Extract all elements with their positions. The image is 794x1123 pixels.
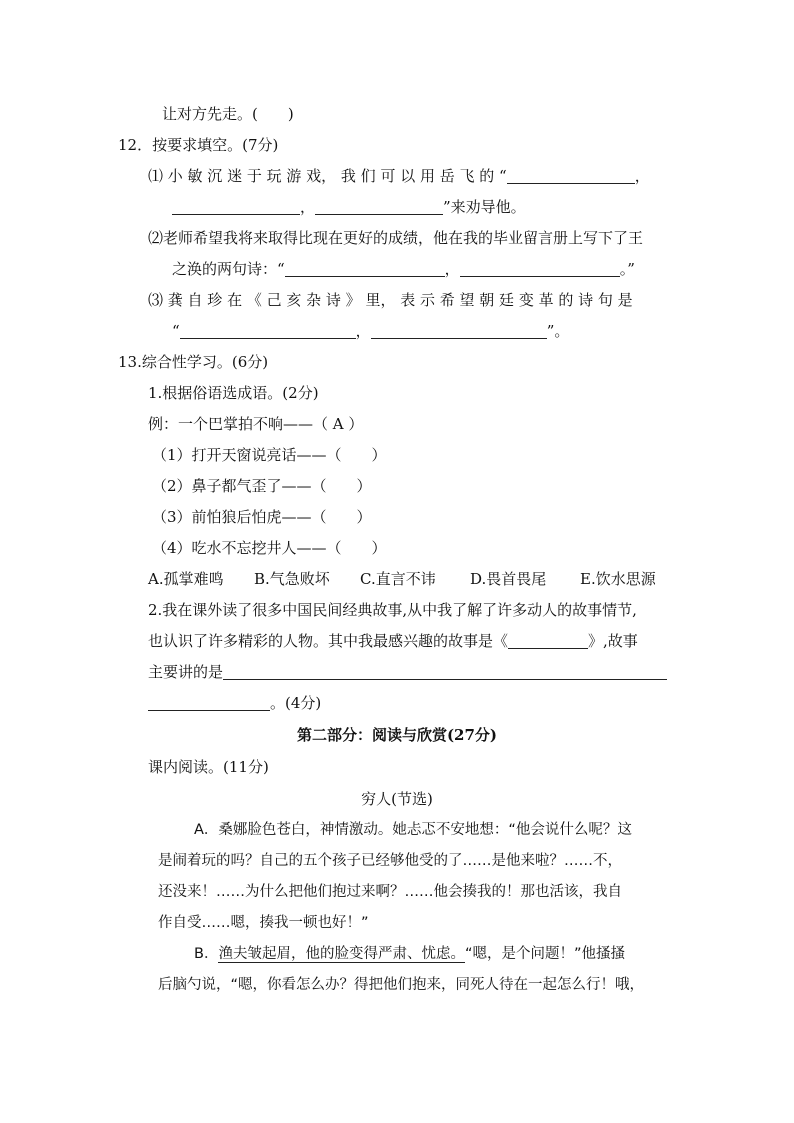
q13-item-2: （2）鼻子都气歪了——（ ） <box>152 477 372 495</box>
q13-option-b: B.气急败坏 <box>254 570 330 588</box>
q13-option-c: C.直言不讳 <box>360 570 436 588</box>
answer-blank[interactable] <box>148 694 270 711</box>
q12-item1-line1 <box>148 166 650 186</box>
q12-item3-line2 <box>172 321 569 341</box>
passage-b-line1 <box>194 944 625 964</box>
passage-b-label: B． <box>194 946 219 962</box>
q13-example: 例：一个巴掌拍不响——（ A ） <box>148 415 364 433</box>
q12-item2-line1: ⑵老师希望我将来取得比现在更好的成绩，他在我的毕业留言册上写下了王 <box>148 229 644 247</box>
answer-blank[interactable] <box>223 663 667 680</box>
q12-item1-line2 <box>172 197 526 217</box>
passage-b-underlined: 渔夫皱起眉，他的脸变得严肃、忧虑。 <box>218 946 465 962</box>
answer-blank[interactable] <box>315 198 443 215</box>
passage-a-line3: 还没来！……为什么把他们抱过来啊？……他会揍我的！那也活该，我自 <box>158 884 622 900</box>
answer-blank[interactable] <box>508 632 588 649</box>
punct: ， <box>444 260 460 278</box>
q13-item-3: （3）前怕狼后怕虎——（ ） <box>152 508 372 526</box>
part2-heading: 第二部分：阅读与欣赏(27分) <box>296 726 498 744</box>
punct: ， <box>300 198 316 216</box>
q13-item-4: （4）吃水不忘挖井人——（ ） <box>152 539 387 557</box>
q13-part2-line4-end: 。(4分) <box>270 694 322 712</box>
punct: ， <box>634 167 650 185</box>
answer-blank[interactable] <box>507 167 635 184</box>
q13-part2-line4 <box>148 693 321 713</box>
answer-blank[interactable] <box>285 260 445 277</box>
answer-blank[interactable] <box>180 322 356 339</box>
q11-tail: 让对方先走。( ) <box>162 105 294 123</box>
q13-part2-line3 <box>148 662 667 682</box>
q12-item1-prefix: ⑴ 小 敏 沉 迷 于 玩 游 戏， 我 们 可 以 用 岳 飞 的 “ <box>148 167 507 185</box>
q12-title: 12．按要求填空。(7分) <box>118 136 279 154</box>
q13-option-d: D.畏首畏尾 <box>470 570 547 588</box>
q13-option-e: E.饮水思源 <box>580 570 656 588</box>
q13-part2-line3-text: 主要讲的是 <box>148 663 224 681</box>
passage-b-line2: 后脑勺说，“嗯，你看怎么办？得把他们抱来，同死人待在一起怎么行！哦， <box>158 977 645 993</box>
part2-subheading: 课内阅读。(11分) <box>148 758 269 776</box>
q13-part2-line1: 2.我在课外读了很多中国民间经典故事,从中我了解了许多动人的故事情节, <box>148 601 637 619</box>
punct: 。” <box>619 260 635 278</box>
q12-item1-tail: ”来劝导他。 <box>443 198 526 216</box>
passage-a-line2: 是闹着玩的吗？自己的五个孩子已经够他受的了……是他来啦？……不， <box>158 853 622 869</box>
passage-a-line1: A．桑娜脸色苍白，神情激动。她忐忑不安地想：“他会说什么呢？这 <box>194 822 632 838</box>
q13-title: 13.综合性学习。(6分) <box>118 353 269 371</box>
answer-blank[interactable] <box>172 198 300 215</box>
answer-blank[interactable] <box>460 260 620 277</box>
q13-part2-line2 <box>148 631 638 651</box>
q12-item2-prefix: 之涣的两句诗：“ <box>172 260 285 278</box>
passage-a-line4: 作自受……嗯，揍我一顿也好！” <box>158 915 369 931</box>
q13-part1-title: 1.根据俗语选成语。(2分) <box>148 384 319 402</box>
passage-title: 穷人(节选) <box>361 790 433 808</box>
q13-item-1: （1）打开天窗说亮话——（ ） <box>152 446 387 464</box>
q13-part2-line2-text: 也认识了许多精彩的人物。其中我最感兴趣的故事是《 <box>148 632 509 650</box>
answer-blank[interactable] <box>371 322 547 339</box>
q12-item3-line1: ⑶ 龚 自 珍 在 《 己 亥 杂 诗 》 里， 表 示 希 望 朝 廷 变 革 的 诗 句 是 <box>148 291 633 309</box>
passage-b-rest: “嗯，是个问题！”他搔搔 <box>464 946 625 962</box>
q12-item2-line2 <box>172 259 635 279</box>
q13-part2-line2-end: 》,故事 <box>588 632 638 650</box>
q13-option-a: A.孤掌难鸣 <box>148 570 224 588</box>
punct: “ <box>172 322 180 340</box>
punct: ， <box>355 322 371 340</box>
punct: ”。 <box>546 322 570 340</box>
